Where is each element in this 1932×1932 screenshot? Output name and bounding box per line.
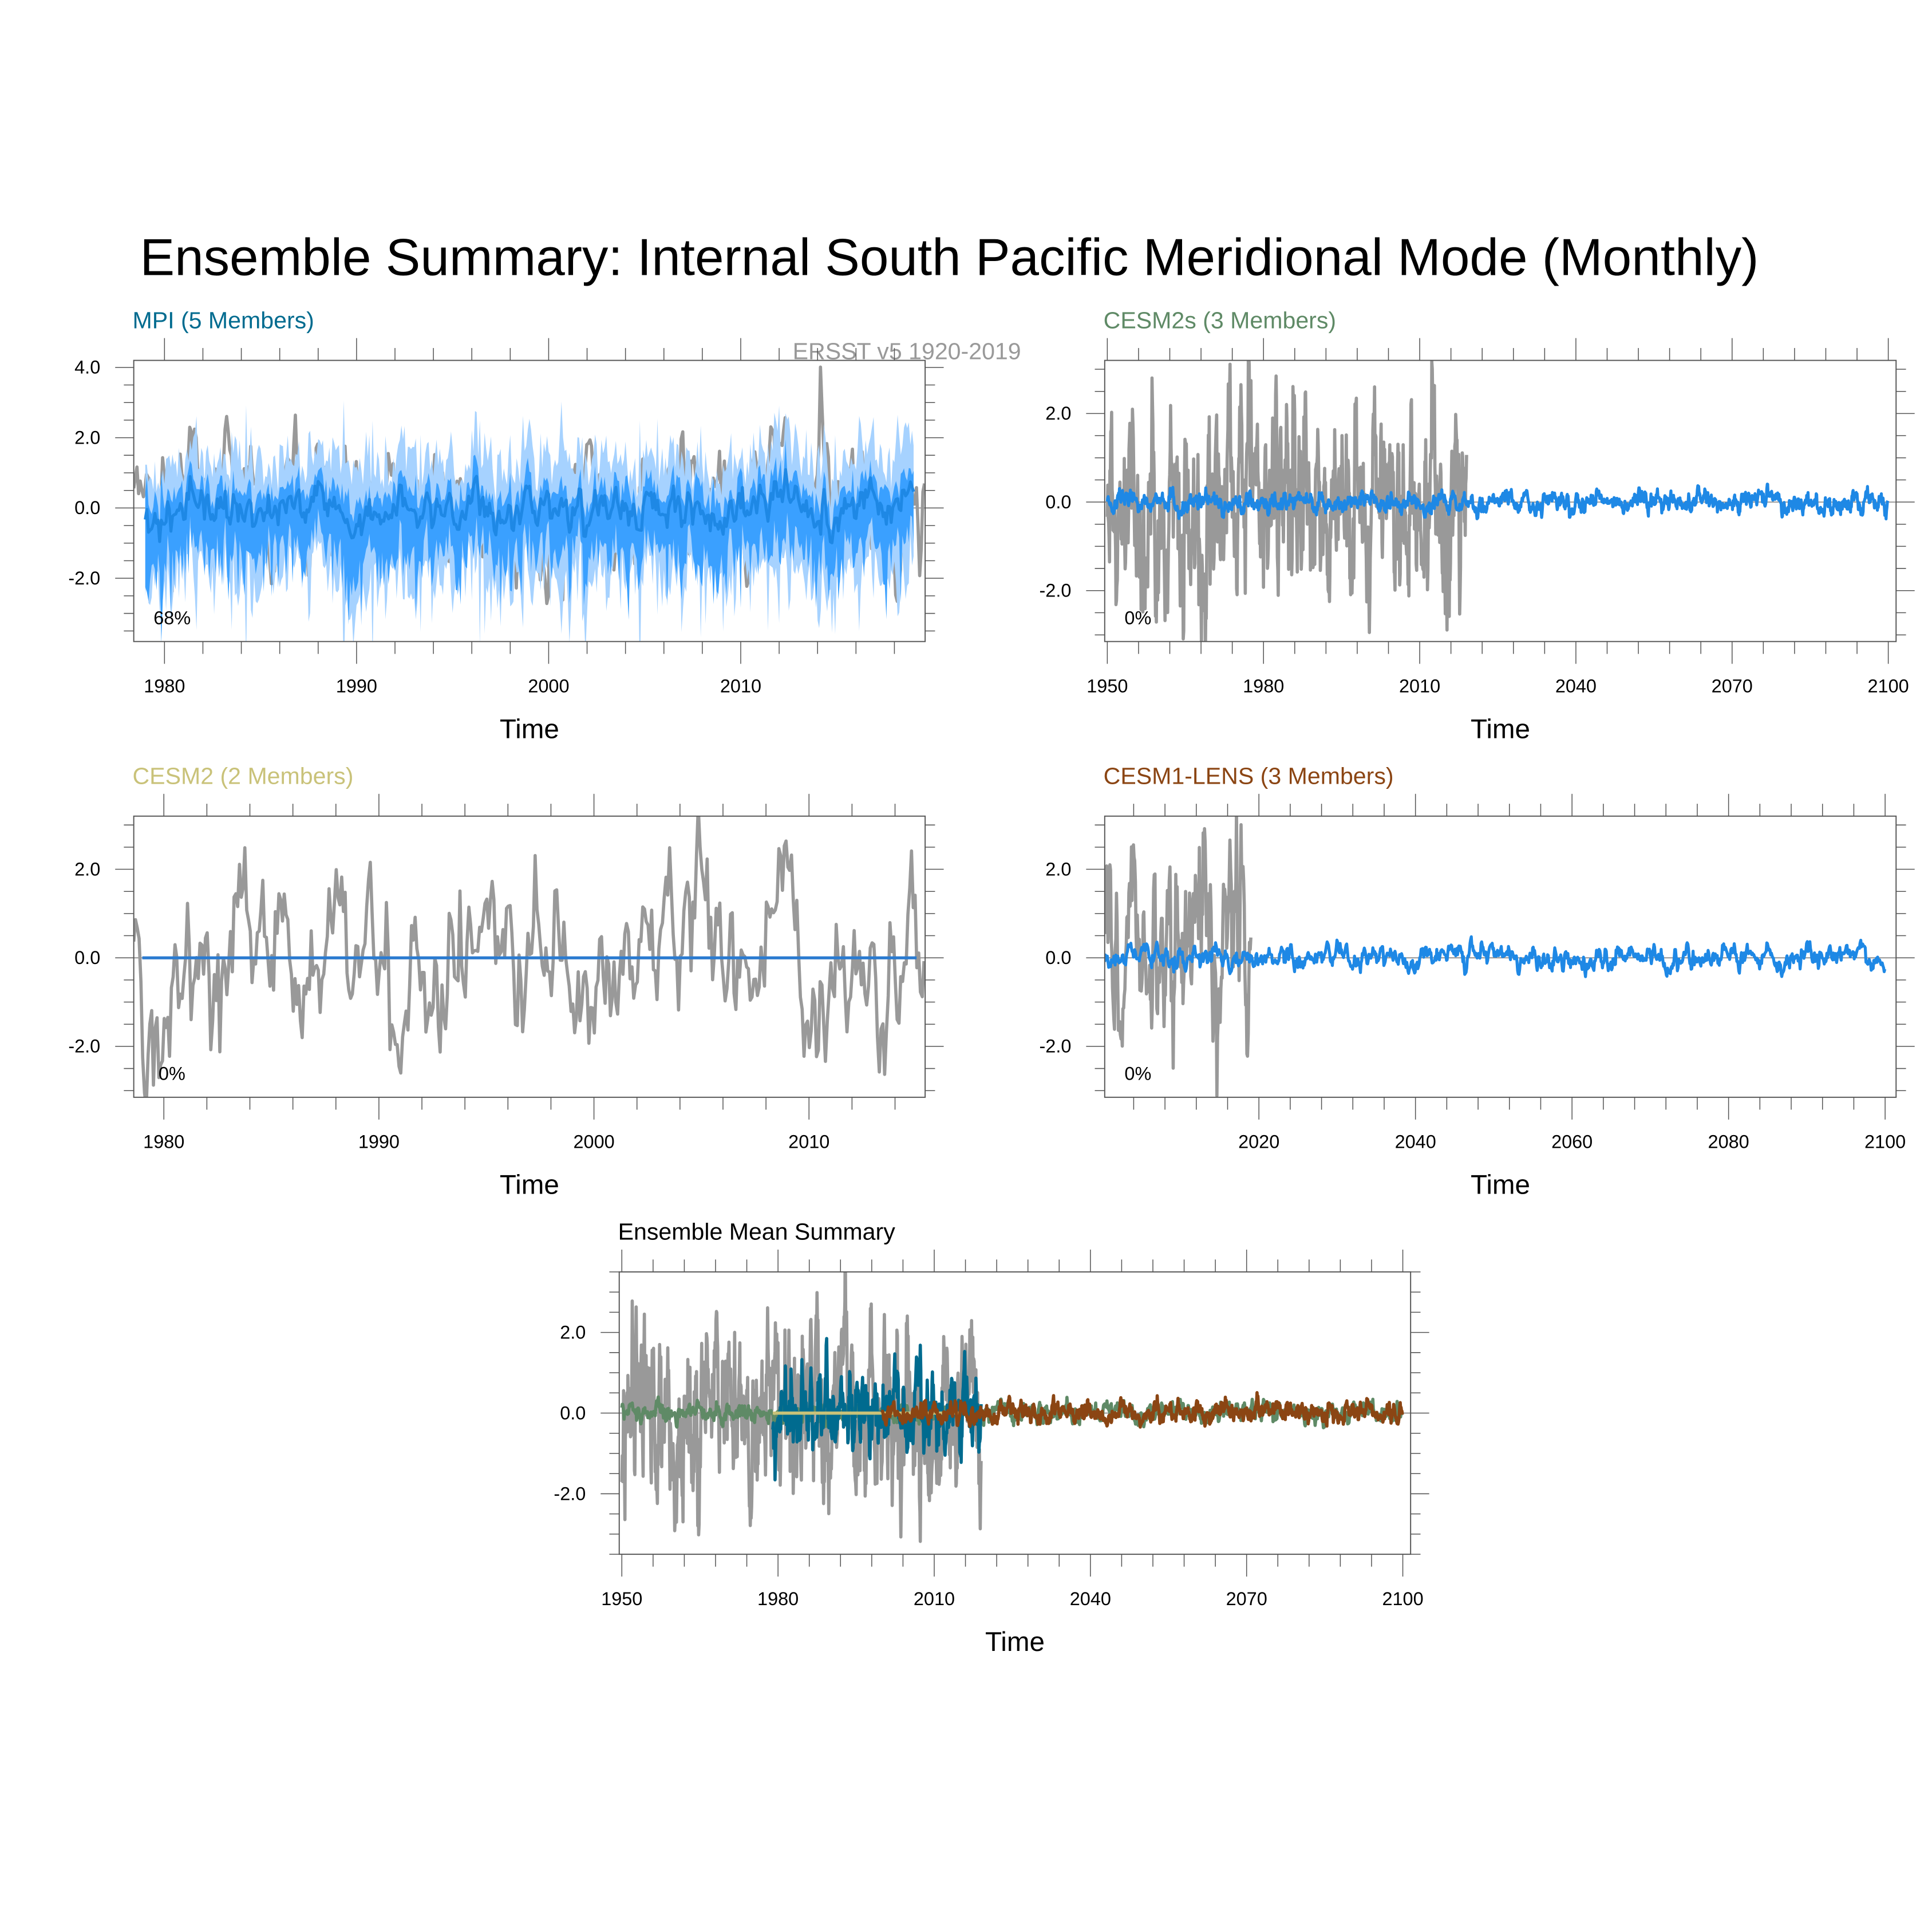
x-tick-label: 1950 bbox=[601, 1588, 643, 1609]
x-tick-label: 2070 bbox=[1226, 1588, 1267, 1609]
x-tick-label: 1980 bbox=[1243, 675, 1285, 697]
x-tick-label: 2040 bbox=[1394, 1131, 1436, 1152]
x-tick-label: 2010 bbox=[913, 1588, 955, 1609]
x-tick-label: 1990 bbox=[335, 675, 377, 697]
y-tick-label: 2.0 bbox=[74, 859, 101, 880]
y-tick-label: 0.0 bbox=[560, 1402, 586, 1424]
x-tick-label: 2080 bbox=[1708, 1131, 1749, 1152]
x-tick-label: 2100 bbox=[1864, 1131, 1906, 1152]
y-tick-label: 2.0 bbox=[1045, 403, 1072, 424]
x-tick-label: 2060 bbox=[1551, 1131, 1593, 1152]
figure-title: Ensemble Summary: Internal South Pacific Meridional Mode (Monthly) bbox=[140, 228, 1759, 287]
x-tick-label: 2040 bbox=[1069, 1588, 1111, 1609]
y-tick-label: -2.0 bbox=[554, 1483, 586, 1504]
y-tick-label: 0.0 bbox=[74, 497, 101, 519]
panel-title: CESM1-LENS (3 Members) bbox=[1103, 762, 1394, 789]
x-tick-label: 1980 bbox=[757, 1588, 799, 1609]
x-axis-label: Time bbox=[985, 1626, 1045, 1657]
panel-title: CESM2 (2 Members) bbox=[132, 762, 354, 789]
x-tick-label: 2020 bbox=[1238, 1131, 1280, 1152]
percent-annotation: 68% bbox=[153, 607, 191, 629]
y-tick-label: 2.0 bbox=[74, 427, 101, 448]
x-tick-label: 2000 bbox=[528, 675, 570, 697]
x-axis-label: Time bbox=[1471, 1170, 1531, 1200]
x-tick-label: 2070 bbox=[1711, 675, 1753, 697]
x-tick-label: 1980 bbox=[143, 1131, 185, 1152]
y-tick-label: -2.0 bbox=[1039, 580, 1072, 601]
panel-title: CESM2s (3 Members) bbox=[1103, 307, 1337, 334]
x-tick-label: 1980 bbox=[144, 675, 185, 697]
x-axis-label: Time bbox=[1471, 714, 1531, 745]
percent-annotation: 0% bbox=[1124, 607, 1152, 629]
y-tick-label: 0.0 bbox=[74, 947, 101, 969]
panel-title: MPI (5 Members) bbox=[132, 307, 314, 334]
y-tick-label: -2.0 bbox=[68, 1036, 101, 1057]
y-tick-label: 2.0 bbox=[560, 1322, 586, 1343]
panel-title: Ensemble Mean Summary bbox=[618, 1218, 895, 1245]
x-tick-label: 2010 bbox=[788, 1131, 830, 1152]
y-tick-label: 0.0 bbox=[1045, 491, 1072, 512]
x-tick-label: 2010 bbox=[1398, 675, 1441, 697]
x-tick-label: 2040 bbox=[1555, 675, 1597, 697]
y-tick-label: 2.0 bbox=[1045, 859, 1072, 880]
x-tick-label: 2010 bbox=[720, 675, 762, 697]
x-axis-label: Time bbox=[499, 714, 559, 745]
x-tick-label: 1990 bbox=[358, 1131, 400, 1152]
observations-label: ERSST v5 1920-2019 bbox=[792, 338, 1021, 365]
y-tick-label: -2.0 bbox=[1039, 1036, 1072, 1057]
y-tick-label: 0.0 bbox=[1045, 947, 1072, 969]
y-tick-label: 4.0 bbox=[74, 357, 101, 378]
x-tick-label: 1950 bbox=[1086, 675, 1128, 697]
x-tick-label: 2100 bbox=[1867, 675, 1909, 697]
percent-annotation: 0% bbox=[158, 1063, 185, 1084]
percent-annotation: 0% bbox=[1124, 1063, 1152, 1084]
y-tick-label: -2.0 bbox=[68, 567, 101, 588]
x-axis-label: Time bbox=[499, 1170, 559, 1200]
x-tick-label: 2100 bbox=[1382, 1588, 1424, 1609]
x-tick-label: 2000 bbox=[573, 1131, 615, 1152]
